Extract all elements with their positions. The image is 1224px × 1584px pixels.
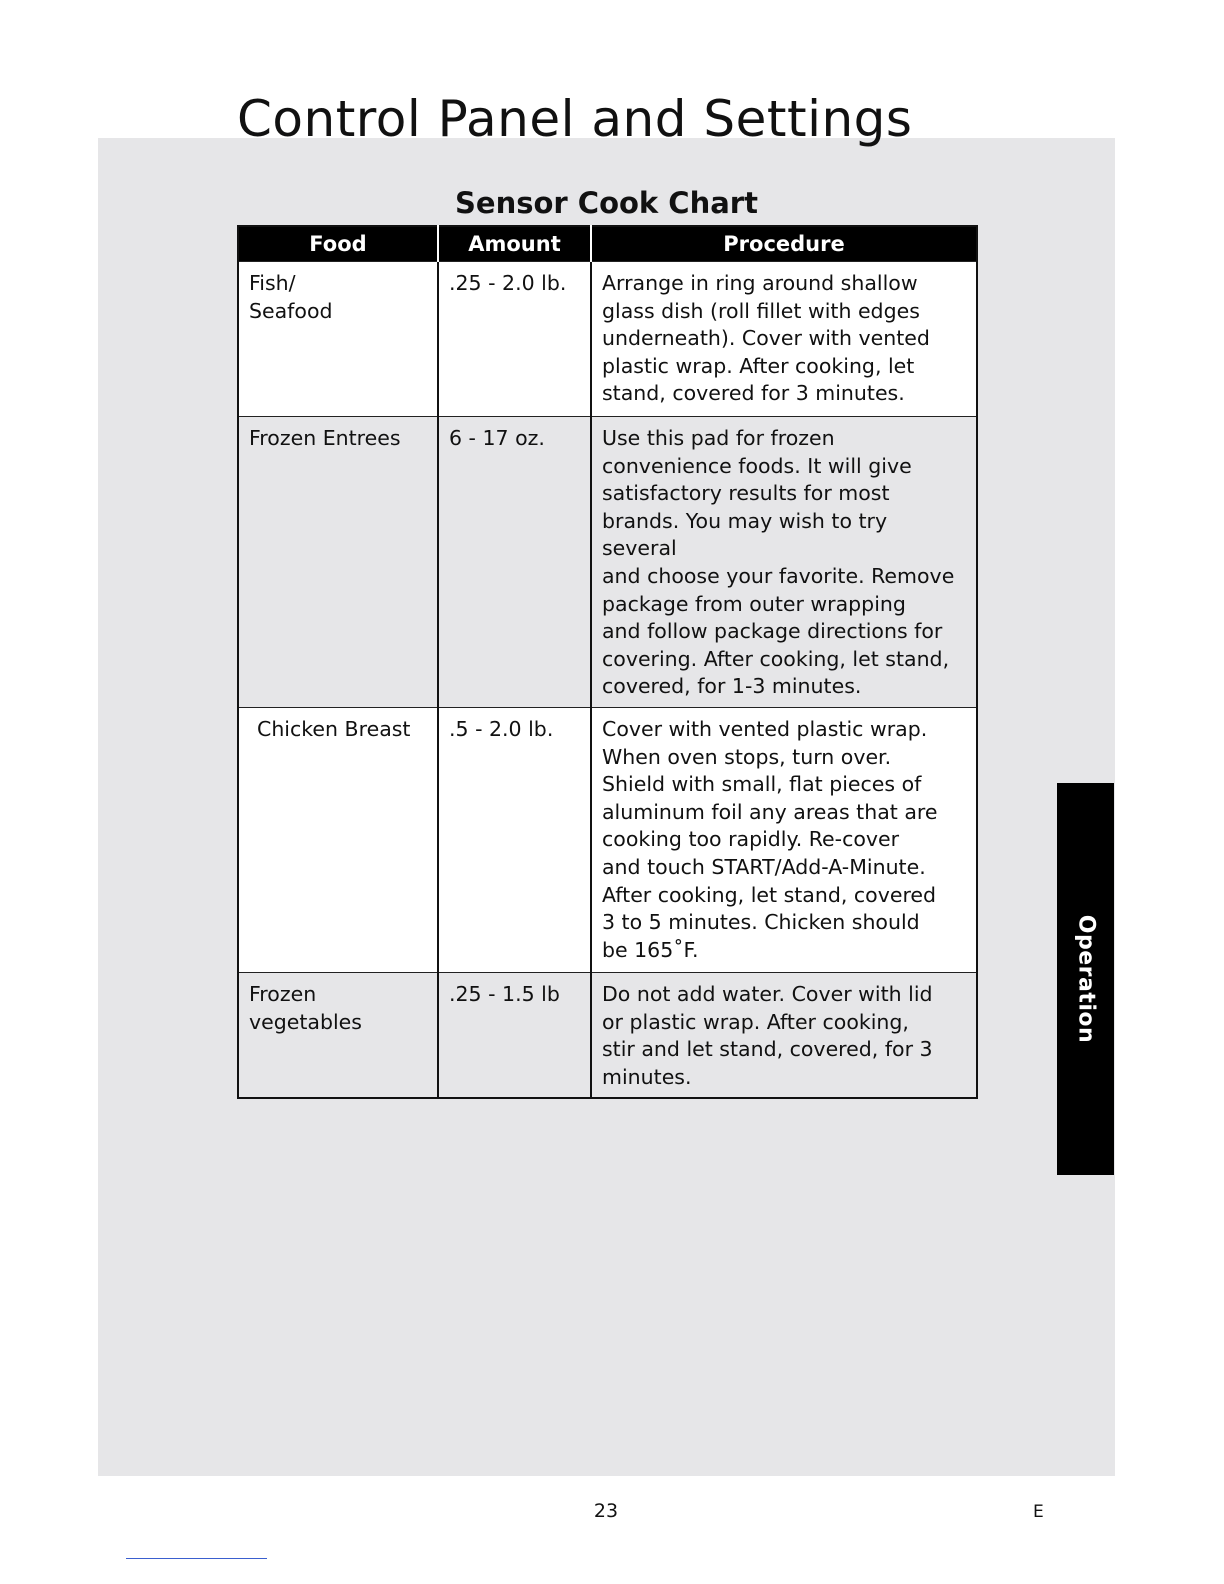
header-amount: Amount xyxy=(438,226,591,262)
language-mark: E xyxy=(1033,1502,1044,1522)
amount-cell: .25 - 2.0 lb. xyxy=(438,262,591,417)
page-title: Control Panel and Settings xyxy=(237,90,913,148)
food-cell: Frozen Entrees xyxy=(238,417,438,708)
procedure-cell: Arrange in ring around shallow glass dish (roll fillet with edges underneath). Cover with vented plastic wrap. After cooking, let stand, covered for 3 minutes. xyxy=(591,262,977,417)
table-row xyxy=(238,417,977,708)
section-side-tab xyxy=(1057,783,1114,1175)
chart-title: Sensor Cook Chart xyxy=(455,186,758,220)
table-row xyxy=(238,972,977,1098)
page-number: 23 xyxy=(593,1500,619,1522)
amount-cell: 6 - 17 oz. xyxy=(438,417,591,708)
footer-rule xyxy=(126,1558,267,1559)
amount-cell: .5 - 2.0 lb. xyxy=(438,707,591,972)
procedure-cell: Cover with vented plastic wrap. When oven stops, turn over. Shield with small, flat pieces of aluminum foil any areas that are cooking too rapidly. Re-cover and touch START/Add-A-Minute. After cooking, let stand, covered 3 to 5 minutes. Chicken should be 165˚F. xyxy=(591,707,977,972)
procedure-cell: Do not add water. Cover with lid or plastic wrap. After cooking, stir and let stand, covered, for 3 minutes. xyxy=(591,972,977,1098)
header-procedure: Procedure xyxy=(591,226,977,262)
procedure-cell: Use this pad for frozen convenience foods. It will give satisfactory results for most brands. You may wish to try several and choose your favorite. Remove package from outer wrapping and follow package directions for covering. After cooking, let stand, covered, for 1-3 minutes. xyxy=(591,417,977,708)
sensor-cook-table xyxy=(237,225,978,1099)
food-cell: Chicken Breast xyxy=(238,707,438,972)
food-cell: Fish/ Seafood xyxy=(238,262,438,417)
table-row xyxy=(238,262,977,417)
side-tab-label: Operation xyxy=(1073,914,1098,1044)
food-cell: Frozen vegetables xyxy=(238,972,438,1098)
table-row xyxy=(238,707,977,972)
amount-cell: .25 - 1.5 lb xyxy=(438,972,591,1098)
table-header-row xyxy=(238,226,977,262)
header-food: Food xyxy=(238,226,438,262)
